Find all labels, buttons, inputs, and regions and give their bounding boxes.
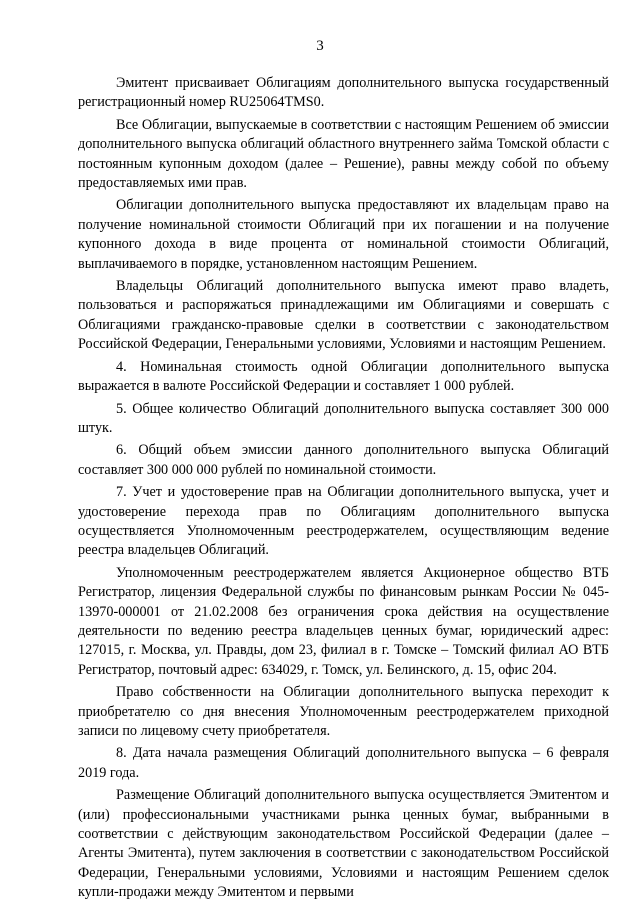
page-number: 3	[316, 38, 324, 54]
paragraph-quantity: 5. Общее количество Облигаций дополнительного выпуска составляет 300 000 штук.	[78, 400, 609, 436]
paragraph-ownership: Владельцы Облигаций дополнительного выпуска имеют право владеть, пользоваться и распоряжаться принадлежащими им Облигациями и совершать с Облигациями гражданско-правовые сделки в соответствии с законодательством Российской Федерации, Генеральными условиями, Условиями и настоящим Решением.	[78, 278, 609, 353]
paragraph-rights-accounting: 7. Учет и удостоверение прав на Облигации дополнительного выпуска, учет и удостоверение перехода прав по Облигациям дополнительного выпуска осуществляется Уполномоченным реестродержателем, осуществляющим ведение реестра владельцев Облигаций.	[78, 484, 609, 559]
paragraph-registration-number: Эмитент присваивает Облигациям дополнительного выпуска государственный регистрационный номер RU25064TMS0.	[78, 75, 609, 111]
paragraph-equal-rights: Все Облигации, выпускаемые в соответствии с настоящим Решением об эмиссии дополнительного выпуска облигаций областного внутреннего займа Томской области с постоянным купонным доходом (далее – Решение), равны между собой по объему предоставляемых ими прав.	[78, 116, 609, 192]
document-body	[78, 74, 609, 903]
paragraph-placement-date: 8. Дата начала размещения Облигаций дополнительного выпуска – 6 февраля 2019 года.	[78, 745, 609, 781]
paragraph-issue-volume: 6. Общий объем эмиссии данного дополнительного выпуска Облигаций составляет 300 000 000 рублей по номинальной стоимости.	[78, 442, 609, 478]
paragraph-holder-rights: Облигации дополнительного выпуска предоставляют их владельцам право на получение номинальной стоимости Облигаций при их погашении и на получение купонного дохода в виде процента от номинальной стоимости Облигаций, выплачиваемого в порядке, установленном настоящим Решением.	[78, 197, 609, 272]
paragraph-nominal-value: 4. Номинальная стоимость одной Облигации дополнительного выпуска выражается в валюте Российской Федерации и составляет 1 000 рублей.	[78, 358, 609, 395]
paragraph-registrar: Уполномоченным реестродержателем является Акционерное общество ВТБ Регистратор, лицензия Федеральной службы по финансовым рынкам России № 045-13970-000001 от 21.02.2008 без ограничения срока действия на осуществление деятельности по ведению реестра владельцев ценных бумаг, юридический адрес: 127015, г. Москва, ул. Правды, дом 23, филиал в г. Томске – Томский филиал АО ВТБ Регистратор, почтовый адрес: 634029, г. Томск, ул. Белинского, д. 15, офис 204.	[78, 564, 609, 678]
paragraph-title-transfer: Право собственности на Облигации дополнительного выпуска переходит к приобретателю со дня внесения Уполномоченным реестродержателем приходной записи по лицевому счету приобретателя.	[78, 684, 609, 739]
paragraph-placement-procedure: Размещение Облигаций дополнительного выпуска осуществляется Эмитентом и (или) профессиональными участниками рынка ценных бумаг, выбранными в соответствии с действующим законодательством Российской Федерации (далее – Агенты Эмитента), путем заключения в соответствии с законодательством Российской Федерации, Генеральными условиями, Условиями и настоящим Решением сделок купли-продажи между Эмитентом и первыми	[78, 787, 609, 901]
